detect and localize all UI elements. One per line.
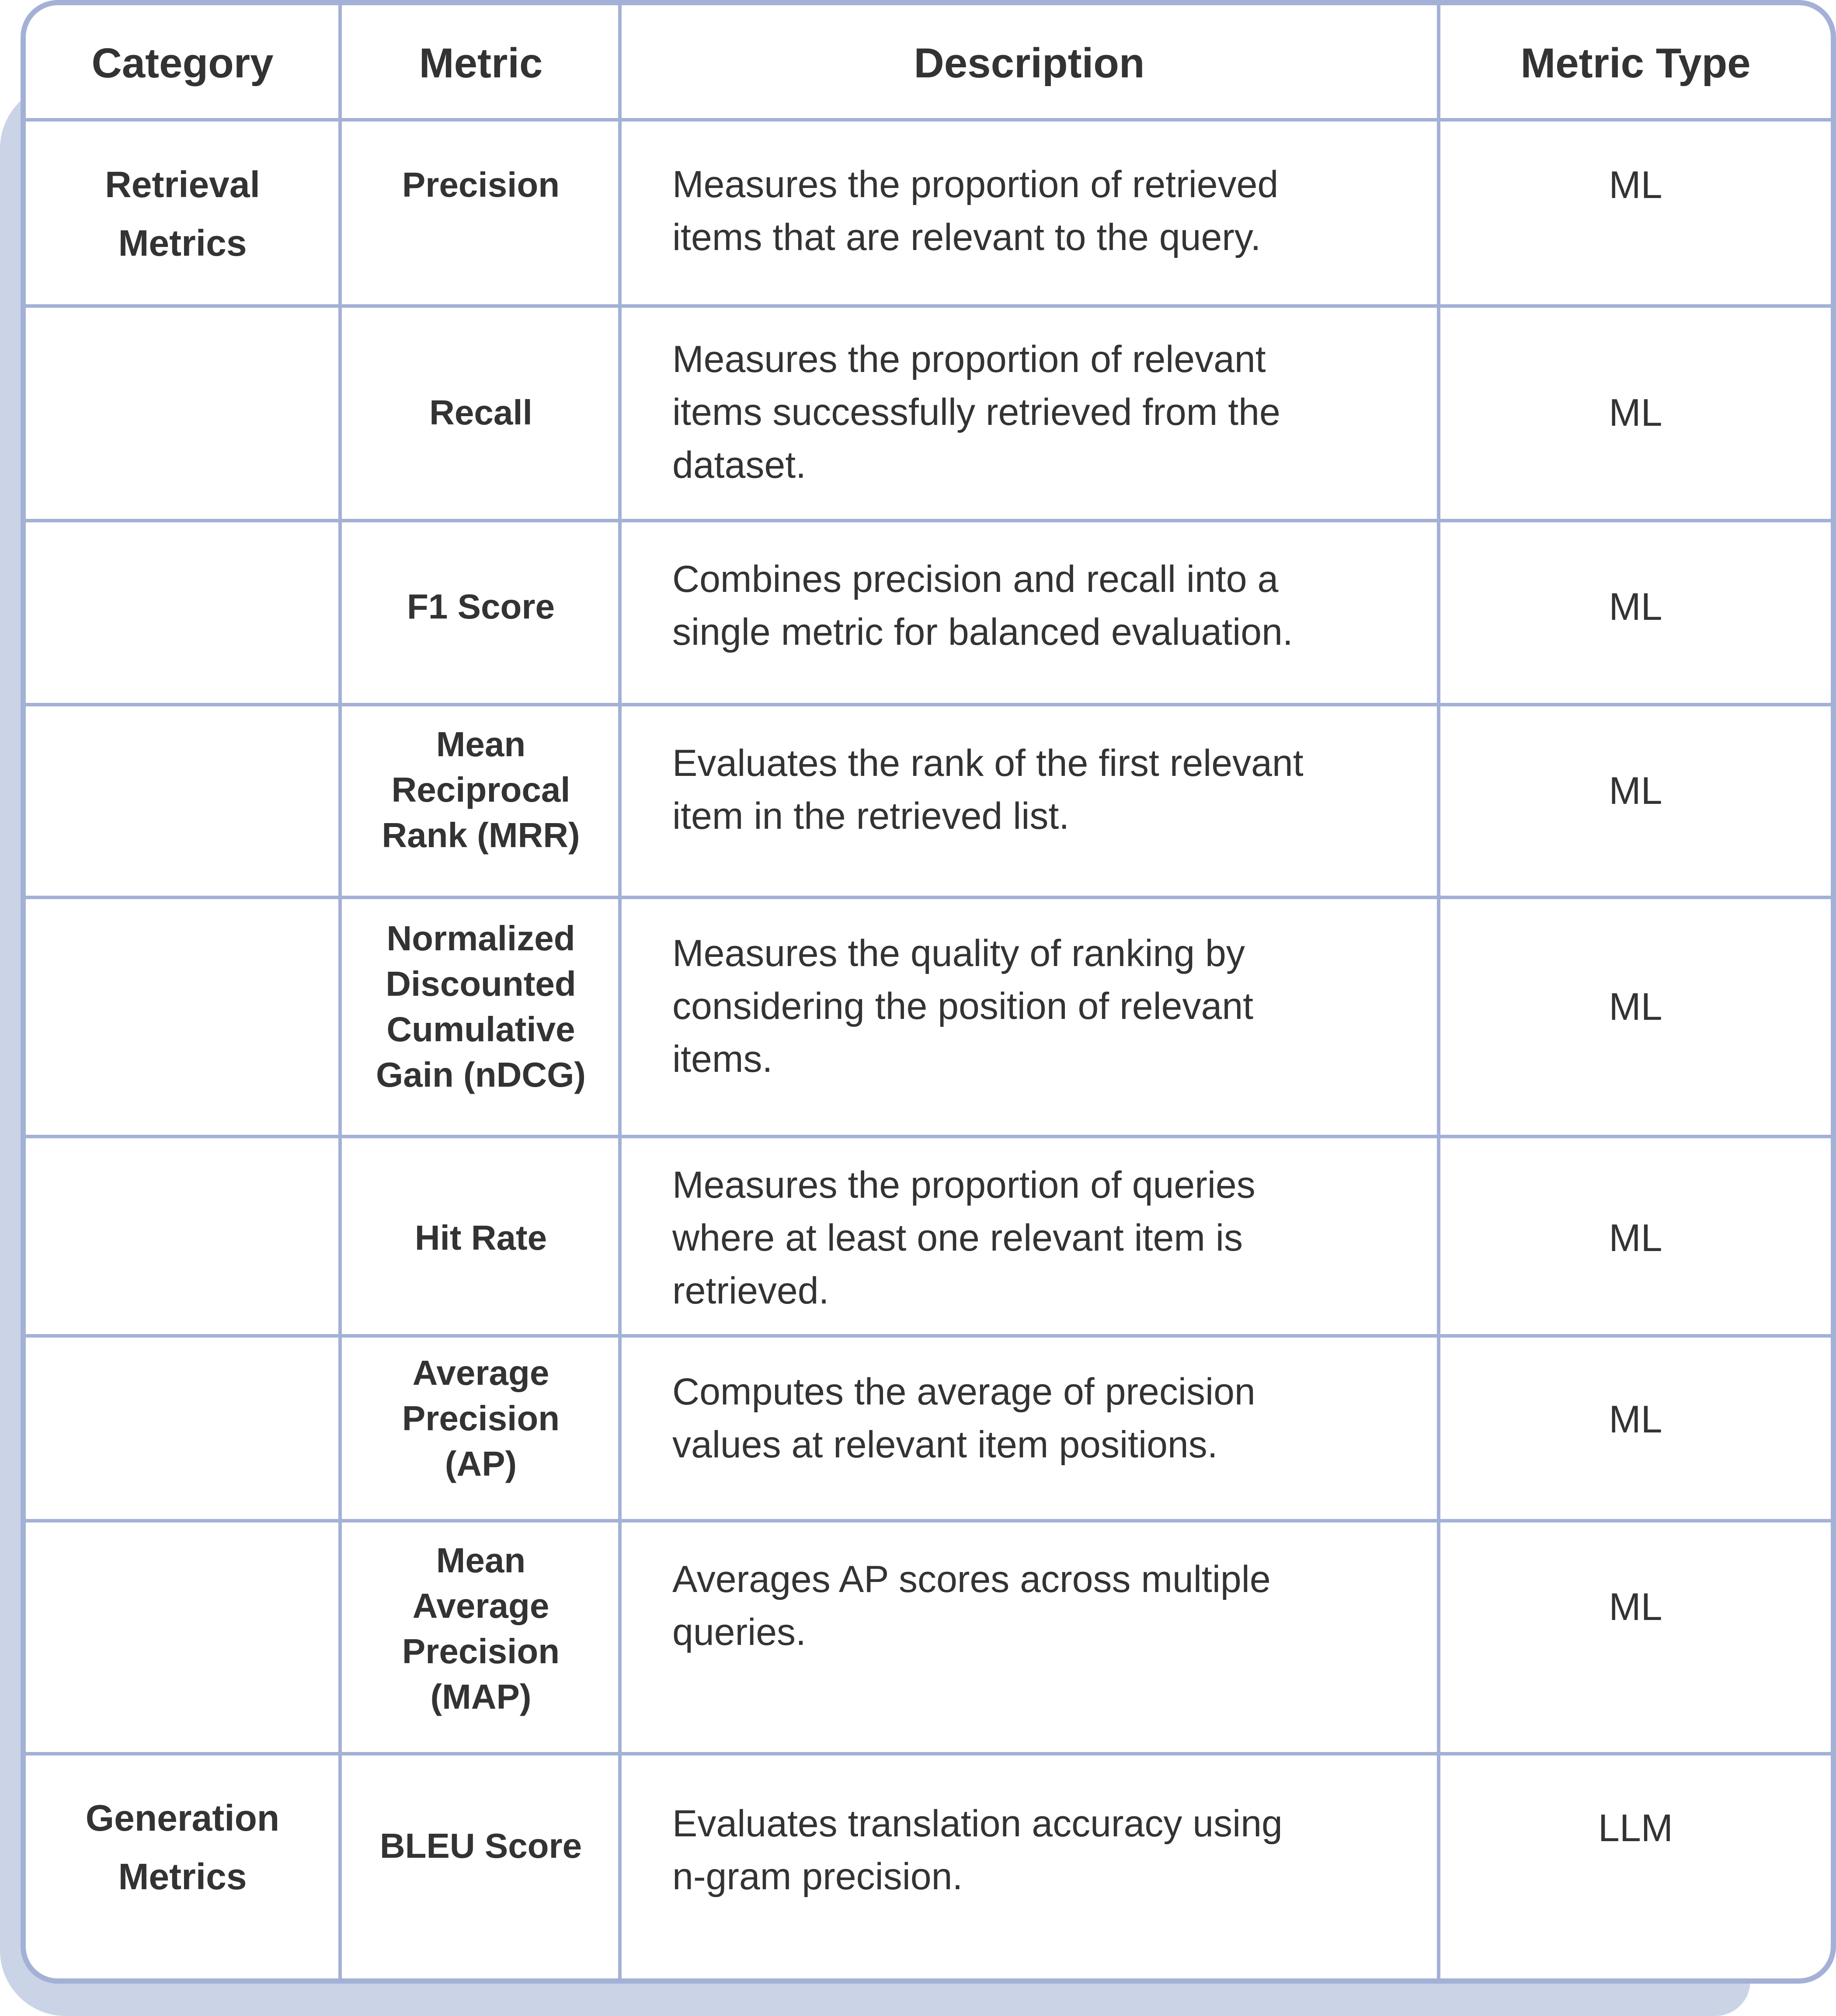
category-cell	[26, 155, 339, 272]
row-divider	[26, 1135, 1831, 1138]
metric-cell	[342, 916, 620, 1098]
metric-type-cell: ML	[1609, 163, 1662, 206]
metric-line: Precision	[402, 1632, 560, 1671]
description-line: Evaluates the rank of the first relevant	[672, 742, 1304, 784]
metric-line: Rank (MRR)	[382, 816, 580, 855]
metric-cell	[342, 584, 620, 629]
metric-line: Mean	[436, 1541, 526, 1580]
description-cell	[672, 158, 1433, 264]
description-cell	[672, 1159, 1433, 1317]
metric-line: Cumulative	[386, 1010, 575, 1049]
category-line: Retrieval	[105, 164, 260, 205]
row-divider	[26, 1752, 1831, 1755]
description-line: Combines precision and recall into a	[672, 558, 1279, 600]
description-cell	[672, 737, 1433, 843]
metric-line: Recall	[429, 393, 532, 432]
row-divider	[26, 703, 1831, 706]
description-line: where at least one relevant item is	[672, 1217, 1243, 1259]
description-cell	[672, 927, 1433, 1086]
metric-cell	[342, 1350, 620, 1487]
header-metric: Metric	[419, 40, 543, 87]
metric-type-cell: ML	[1609, 1397, 1662, 1441]
description-line: item in the retrieved list.	[672, 795, 1070, 837]
metric-line: (AP)	[445, 1444, 517, 1483]
metric-line: (MAP)	[430, 1677, 532, 1716]
description-cell	[672, 553, 1433, 659]
metric-type-cell: ML	[1609, 985, 1662, 1028]
description-line: items.	[672, 1038, 773, 1080]
description-line: Measures the proportion of retrieved	[672, 163, 1279, 205]
metric-cell	[342, 722, 620, 858]
row-divider	[26, 1334, 1831, 1338]
description-line: values at relevant item positions.	[672, 1424, 1218, 1466]
description-cell	[672, 1553, 1433, 1659]
row-divider	[26, 519, 1831, 522]
metric-line: Precision	[402, 165, 560, 204]
description-line: Measures the proportion of queries	[672, 1164, 1255, 1206]
header-description: Description	[914, 40, 1145, 87]
description-line: Measures the proportion of relevant	[672, 338, 1266, 380]
metric-type-cell: ML	[1609, 391, 1662, 434]
metric-type-cell: LLM	[1598, 1806, 1673, 1849]
description-line: Evaluates translation accuracy using	[672, 1803, 1283, 1845]
row-divider	[26, 1519, 1831, 1522]
metric-line: Hit Rate	[414, 1218, 547, 1257]
category-cell	[26, 1789, 339, 1906]
metric-cell	[342, 390, 620, 435]
row-divider	[26, 304, 1831, 308]
description-line: Measures the quality of ranking by	[672, 932, 1245, 974]
metric-type-cell: ML	[1609, 585, 1662, 628]
metric-line: Normalized	[386, 919, 575, 958]
metric-cell	[342, 162, 620, 208]
description-line: dataset.	[672, 444, 806, 486]
description-cell	[672, 1797, 1433, 1903]
header-metric-type: Metric Type	[1520, 40, 1751, 87]
header-category: Category	[91, 40, 274, 87]
metric-type-cell: ML	[1609, 1216, 1662, 1259]
metric-line: Mean	[436, 725, 526, 764]
description-line: items that are relevant to the query.	[672, 216, 1261, 258]
description-line: retrieved.	[672, 1270, 829, 1312]
description-cell	[672, 333, 1433, 492]
metric-line: Discounted	[386, 964, 576, 1003]
description-line: n-gram precision.	[672, 1856, 963, 1898]
description-line: Computes the average of precision	[672, 1371, 1255, 1413]
metric-line: Reciprocal	[391, 770, 570, 809]
metric-type-cell: ML	[1609, 1585, 1662, 1628]
metrics-table	[21, 0, 1836, 1984]
column-divider	[1437, 5, 1440, 1978]
metric-cell	[342, 1823, 620, 1869]
description-line: items successfully retrieved from the	[672, 391, 1280, 433]
description-line: single metric for balanced evaluation.	[672, 611, 1293, 653]
metric-line: BLEU Score	[379, 1826, 582, 1865]
row-divider	[26, 896, 1831, 899]
metric-line: Gain (nDCG)	[376, 1055, 586, 1094]
description-line: Averages AP scores across multiple	[672, 1558, 1271, 1600]
row-divider	[26, 118, 1831, 122]
description-cell	[672, 1366, 1433, 1471]
metric-line: F1 Score	[407, 587, 555, 626]
metric-line: Average	[412, 1353, 549, 1392]
category-line: Generation	[85, 1797, 280, 1839]
metric-line: Average	[412, 1586, 549, 1625]
category-line: Metrics	[118, 222, 247, 264]
metric-cell	[342, 1538, 620, 1720]
metric-type-cell: ML	[1609, 769, 1662, 812]
metric-cell	[342, 1215, 620, 1261]
column-divider	[338, 5, 342, 1978]
description-line: considering the position of relevant	[672, 985, 1254, 1027]
metric-line: Precision	[402, 1399, 560, 1438]
category-line: Metrics	[118, 1856, 247, 1897]
description-line: queries.	[672, 1611, 806, 1653]
